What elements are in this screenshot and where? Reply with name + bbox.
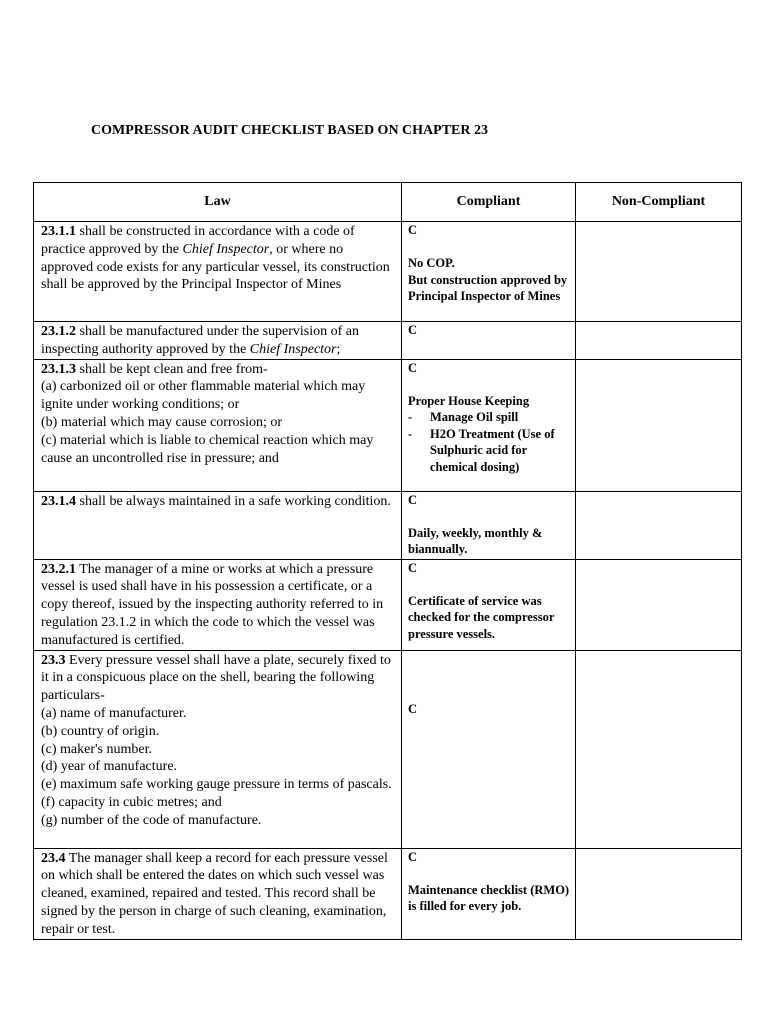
law-item: (c) maker's number.	[41, 741, 152, 757]
compliant-note: No COP.	[408, 256, 455, 270]
regulation-number: 23.1.3	[41, 361, 76, 377]
non-compliant-cell	[576, 491, 742, 559]
compliant-cell	[402, 650, 576, 848]
header-non-compliant: Non-Compliant	[576, 183, 742, 222]
law-item: (e) maximum safe working gauge pressure in terms of pascals.	[41, 777, 392, 793]
compliant-note: Certificate of service was checked for the compressor pressure vessels.	[408, 593, 555, 641]
law-text-italic: Chief Inspector	[182, 241, 270, 257]
law-item: (f) capacity in cubic metres; and	[41, 794, 222, 810]
compliant-mark: C	[408, 560, 418, 575]
header-compliant: Compliant	[402, 183, 576, 222]
bullet-text: H2O Treatment (Use of Sulphuric acid for chemical dosing)	[430, 426, 555, 474]
regulation-number: 23.1.1	[41, 224, 76, 239]
compliant-mark: C	[408, 849, 418, 864]
law-cell	[34, 222, 402, 322]
compliant-cell	[402, 848, 576, 939]
law-item: (c) material which is liable to chemical reaction which may cause an uncontrolled rise in pressure; and	[41, 432, 374, 466]
page-title: COMPRESSOR AUDIT CHECKLIST BASED ON CHAPTER 23	[91, 123, 489, 138]
compliant-note: Maintenance checklist (RMO) is filled for every job.	[408, 882, 570, 914]
table-row	[34, 491, 742, 559]
table-row	[34, 222, 742, 322]
compliant-cell	[402, 359, 576, 491]
law-cell	[34, 848, 402, 939]
compliant-note: But construction approved by Principal Inspector of Mines	[408, 272, 568, 303]
compliant-heading: Proper House Keeping	[408, 393, 530, 408]
compliant-bullet	[408, 426, 571, 476]
law-cell	[34, 322, 402, 360]
regulation-number: 23.2.1	[41, 561, 76, 577]
header-law: Law	[34, 183, 402, 222]
law-item: (d) year of manufacture.	[41, 759, 178, 775]
law-text: The manager of a mine or works at which a pressure vessel is used shall have in his possession a certificate, or a copy thereof, issued by the inspecting authority referred to in regulation 23.1.2 in which the code to which the vessel was manufactured is certified.	[41, 561, 384, 648]
bullet-dash: -	[408, 426, 413, 441]
bullet-dash: -	[408, 410, 413, 425]
law-item: (b) material which may cause corrosion; or	[41, 414, 283, 430]
non-compliant-cell	[576, 848, 742, 939]
compliant-bullet	[408, 409, 571, 426]
compliant-mark: C	[408, 360, 418, 375]
regulation-number: 23.4	[41, 850, 66, 866]
law-text: ;	[336, 341, 341, 357]
table-row	[34, 650, 742, 848]
law-cell	[34, 650, 402, 848]
law-text: The manager shall keep a record for each pressure vessel on which shall be entered the dates on which such vessel was cleaned, examined, repaired and tested. This record shall be signed by the person in charge of such cleaning, examination, repair or test.	[41, 850, 388, 937]
compliant-mark: C	[408, 223, 418, 237]
table-row	[34, 559, 742, 650]
compliant-mark: C	[408, 702, 418, 717]
law-cell	[34, 359, 402, 491]
non-compliant-cell	[576, 222, 742, 322]
non-compliant-cell	[576, 359, 742, 491]
law-text: shall be always maintained in a safe working condition.	[76, 493, 391, 509]
table-header-row	[34, 183, 742, 222]
regulation-number: 23.1.4	[41, 493, 76, 509]
non-compliant-cell	[576, 322, 742, 360]
law-cell	[34, 491, 402, 559]
law-text: shall be kept clean and free from-	[76, 361, 268, 377]
regulation-number: 23.3	[41, 652, 66, 668]
law-text: shall be constructed in accordance with a code of practice approved by the	[41, 224, 355, 257]
compliant-cell	[402, 322, 576, 360]
law-text: shall be manufactured under the supervision of an inspecting authority approved by the	[41, 324, 360, 357]
compliant-note: Daily, weekly, monthly & biannually.	[408, 525, 543, 557]
law-item: (b) country of origin.	[41, 723, 160, 739]
compliant-cell	[402, 491, 576, 559]
table-row	[34, 322, 742, 360]
law-cell	[34, 559, 402, 650]
compliant-mark: C	[408, 492, 418, 507]
table-row	[34, 848, 742, 939]
compliant-cell	[402, 559, 576, 650]
law-text: , or where no approved code exists for any particular vessel, its construction shall be approved by the Principal Inspector of Mines	[41, 241, 390, 293]
non-compliant-cell	[576, 559, 742, 650]
regulation-number: 23.1.2	[41, 324, 76, 339]
non-compliant-cell	[576, 650, 742, 848]
law-item: (a) carbonized oil or other flammable material which may ignite under working conditions; or	[41, 379, 366, 413]
compliant-cell	[402, 222, 576, 322]
law-text-italic: Chief Inspector	[249, 341, 337, 357]
law-item: (g) number of the code of manufacture.	[41, 812, 262, 828]
law-item: (a) name of manufacturer.	[41, 705, 187, 721]
compliant-mark: C	[408, 323, 418, 337]
law-text: Every pressure vessel shall have a plate, securely fixed to it in a conspicuous place on the shell, bearing the following particulars-	[41, 652, 391, 704]
bullet-text: Manage Oil spill	[430, 410, 519, 425]
table-row	[34, 359, 742, 491]
audit-checklist-table	[33, 182, 742, 940]
